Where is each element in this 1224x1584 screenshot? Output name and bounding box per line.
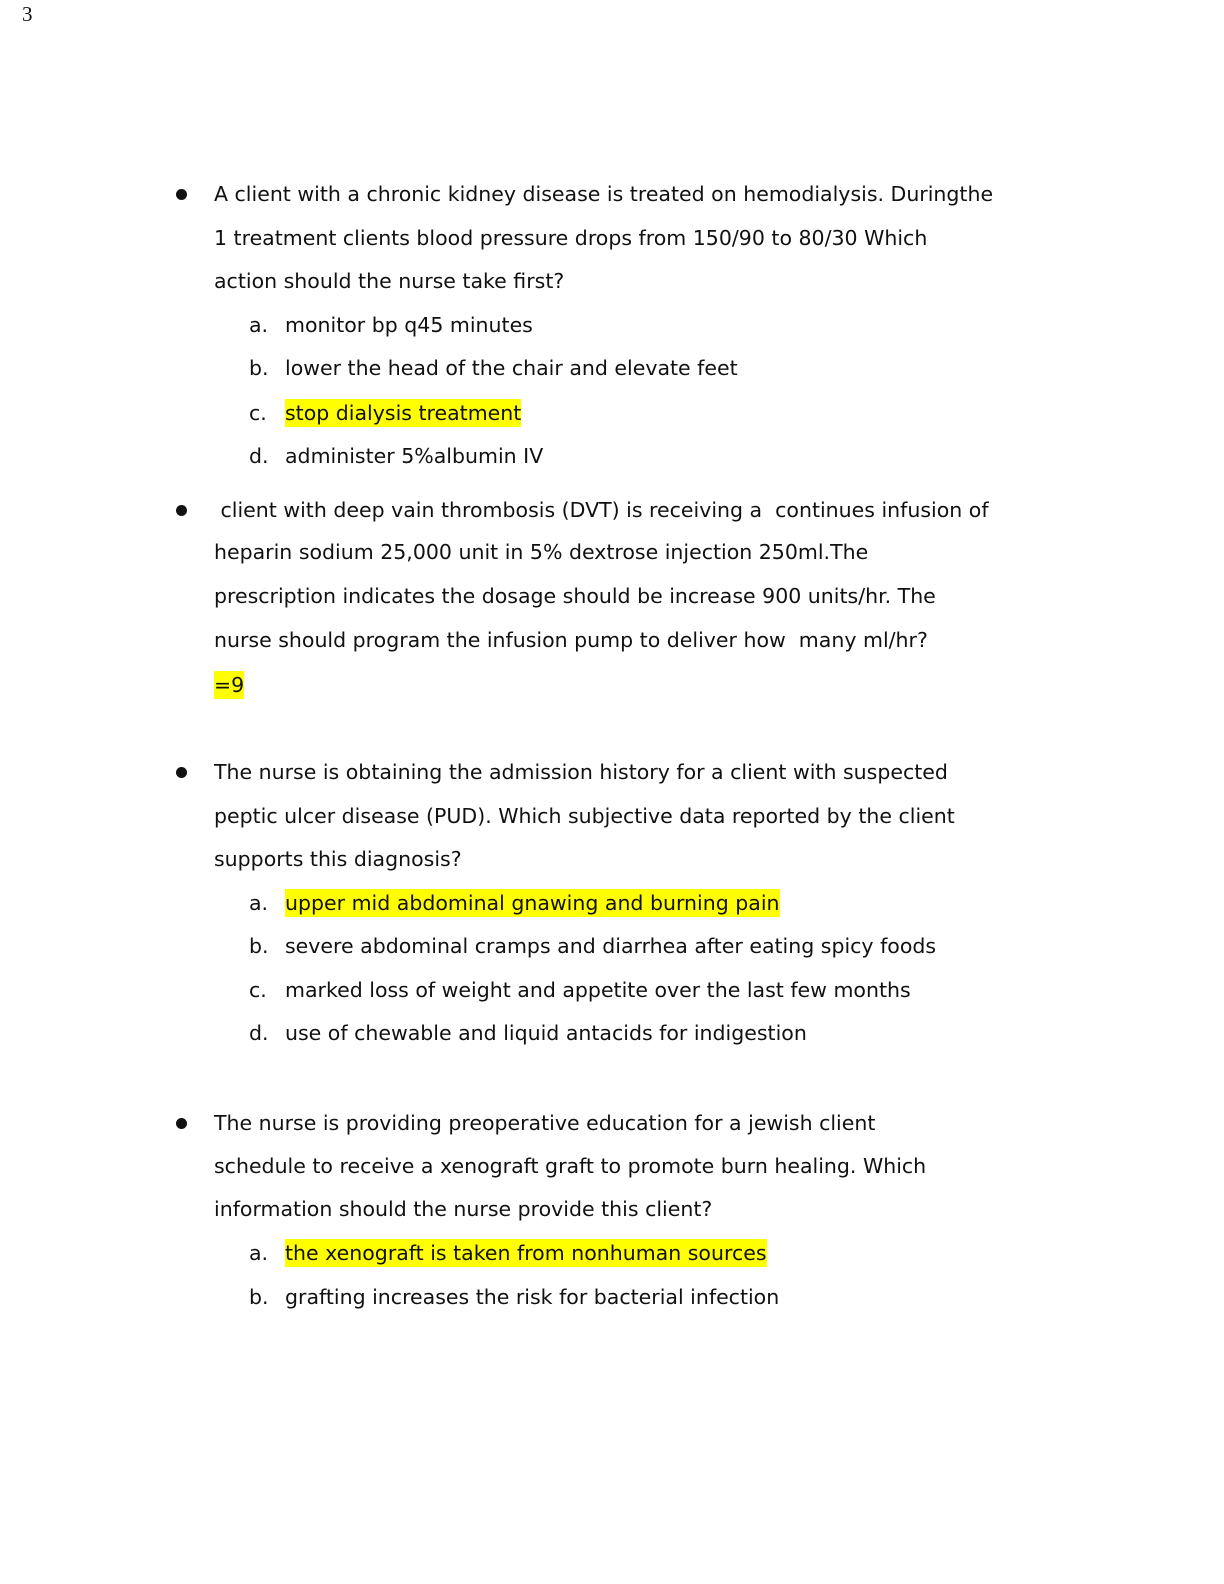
option-letter: b. <box>249 356 269 380</box>
question-text-line: nurse should program the infusion pump to deliver how many ml/hr? <box>214 628 928 652</box>
option-letter: c. <box>249 401 267 425</box>
bullet-icon <box>176 1118 187 1129</box>
option-letter: d. <box>249 444 269 468</box>
option-letter: a. <box>249 1241 269 1265</box>
question-text-line: supports this diagnosis? <box>214 847 462 871</box>
question-text-line: A client with a chronic kidney disease is treated on hemodialysis. Duringthe <box>214 182 994 206</box>
question-text-line: client with deep vain thrombosis (DVT) is receiving a continues infusion of <box>214 498 989 522</box>
option-text-highlighted: stop dialysis treatment <box>285 401 522 425</box>
question-text-line: action should the nurse take first? <box>214 269 565 293</box>
page-number: 3 <box>22 2 33 26</box>
option-letter: c. <box>249 978 267 1002</box>
question-text-line: heparin sodium 25,000 unit in 5% dextrose injection 250ml.The <box>214 540 869 564</box>
option-letter: b. <box>249 934 269 958</box>
option-text: marked loss of weight and appetite over the last few months <box>285 978 911 1002</box>
option-letter: a. <box>249 313 269 337</box>
question-text-line: prescription indicates the dosage should be increase 900 units/hr. The <box>214 584 936 608</box>
option-letter: b. <box>249 1285 269 1309</box>
question-text-line: schedule to receive a xenograft graft to promote burn healing. Which <box>214 1154 927 1178</box>
bullet-icon <box>176 767 187 778</box>
option-text-highlighted: upper mid abdominal gnawing and burning pain <box>285 891 780 915</box>
option-text: severe abdominal cramps and diarrhea after eating spicy foods <box>285 934 937 958</box>
question-text-line: The nurse is providing preoperative education for a jewish client <box>214 1111 876 1135</box>
option-text: monitor bp q45 minutes <box>285 313 533 337</box>
bullet-icon <box>176 189 187 200</box>
bullet-icon <box>176 505 187 516</box>
option-text: administer 5%albumin IV <box>285 444 544 468</box>
option-text-highlighted: the xenograft is taken from nonhuman sources <box>285 1241 767 1265</box>
option-text: lower the head of the chair and elevate feet <box>285 356 738 380</box>
question-text-line: peptic ulcer disease (PUD). Which subjective data reported by the client <box>214 804 955 828</box>
question-text-line: 1 treatment clients blood pressure drops from 150/90 to 80/30 Which <box>214 226 928 250</box>
option-letter: d. <box>249 1021 269 1045</box>
option-text: grafting increases the risk for bacterial infection <box>285 1285 780 1309</box>
question-text-line: information should the nurse provide this client? <box>214 1197 713 1221</box>
answer-highlighted: =9 <box>214 673 245 697</box>
option-text: use of chewable and liquid antacids for indigestion <box>285 1021 807 1045</box>
option-letter: a. <box>249 891 269 915</box>
question-text-line: The nurse is obtaining the admission history for a client with suspected <box>214 760 948 784</box>
